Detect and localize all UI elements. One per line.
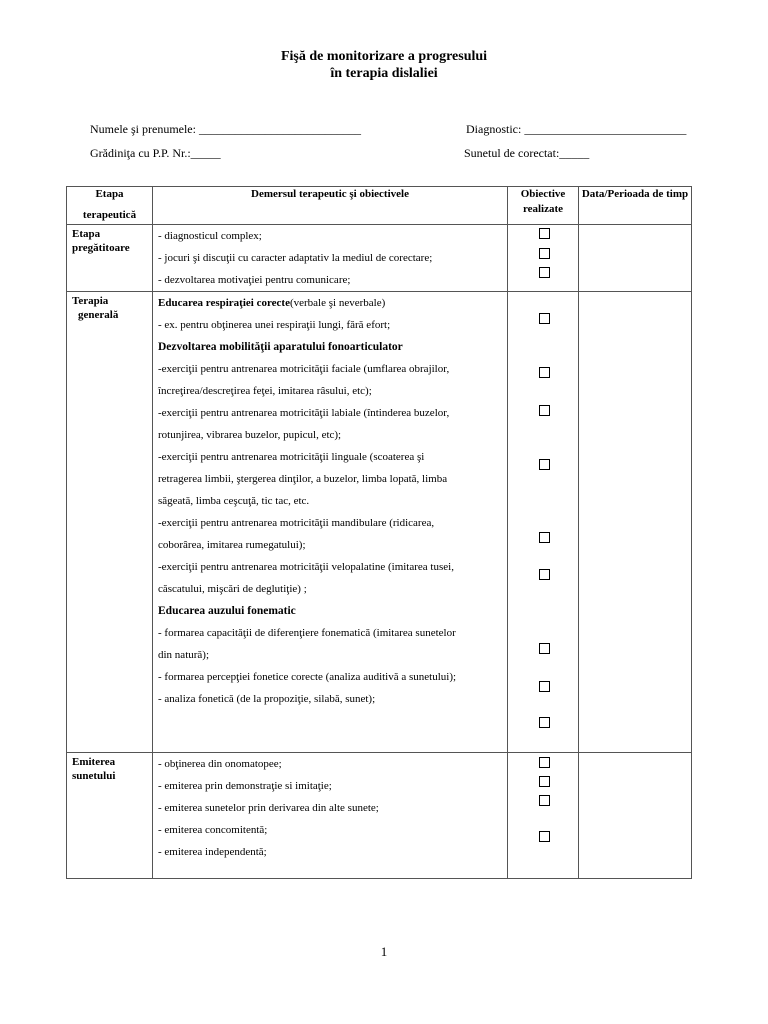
diagnostic-field: Diagnostic: ___________________________ (466, 122, 687, 136)
date-cell (579, 753, 692, 879)
list-item: retragerea limbii, ştergerea dinţilor, a buzelor, limba lopată, limba (158, 473, 448, 485)
table-header-row (67, 187, 692, 225)
section-note: (verbale şi neverbale) (289, 297, 386, 309)
header-approach: Demersul terapeutic şi obiectivele (153, 187, 508, 225)
stage-label-line2: sunetului (72, 770, 116, 782)
list-item: - emiterea sunetelor prin derivarea din alte sunete; (158, 802, 379, 814)
checkbox[interactable] (539, 459, 550, 470)
list-item: - emiterea prin demonstraţie si imitaţie; (158, 780, 332, 792)
date-cell (579, 225, 692, 292)
section-heading: Dezvoltarea mobilităţii aparatului fonoarticulator (158, 341, 403, 353)
title-line-2: în terapia dislaliei (330, 66, 438, 81)
list-item: - emiterea independentă; (158, 846, 267, 858)
header-stage-line2: terapeutică (82, 209, 137, 221)
header-stage (67, 187, 153, 225)
list-item: -exerciţii pentru antrenarea motricităţii linguale (scoaterea şi (158, 451, 425, 463)
list-item: - analiza fonetică (de la propoziţie, silabă, sunet); (158, 693, 376, 705)
checkbox-cell (508, 225, 579, 292)
list-item: - ex. pentru obţinerea unei respiraţii lungi, fără efort; (158, 319, 391, 331)
title-line-1: Fişă de monitorizare a progresului (280, 49, 488, 64)
checkbox[interactable] (539, 717, 550, 728)
list-item: - emiterea concomitentă; (158, 824, 268, 836)
checkbox-cell (508, 753, 579, 879)
table-row (67, 292, 692, 753)
name-field: Numele şi prenumele: ___________________________ (90, 122, 361, 136)
stage-label-line1: Emiterea (72, 756, 116, 768)
table-row (67, 753, 692, 879)
checkbox[interactable] (539, 313, 550, 324)
checkbox[interactable] (539, 569, 550, 580)
list-item: - formarea percepţiei fonetice corecte (analiza auditivă a sunetului); (158, 671, 457, 683)
checkbox[interactable] (539, 228, 550, 239)
checkbox[interactable] (539, 795, 550, 806)
objectives-cell (153, 292, 508, 753)
list-item: săgeată, limba ceşcuţă, tic tac, etc. (158, 495, 310, 507)
target-sound-field: Sunetul de corectat:_____ (464, 146, 590, 160)
objectives-cell (153, 753, 508, 879)
document-title (0, 48, 768, 82)
section-heading: Educarea respiraţiei corecte (158, 297, 290, 309)
list-item: - formarea capacităţii de diferenţiere fonematică (imitarea sunetelor (158, 627, 456, 639)
stage-cell (67, 292, 153, 753)
list-item: -exerciţii pentru antrenarea motricităţii velopalatine (imitarea tusei, (158, 561, 454, 573)
list-item: - jocuri şi discuţii cu caracter adaptativ la mediul de corectare; (158, 252, 433, 264)
list-item: căscatului, mişcări de deglutiţie) ; (158, 583, 307, 595)
stage-label-line2: generală (78, 309, 119, 321)
list-item: din natură); (158, 649, 210, 661)
list-item (158, 292, 507, 314)
list-item: - obţinerea din onomatopee; (158, 758, 282, 770)
checkbox[interactable] (539, 643, 550, 654)
checkbox[interactable] (539, 681, 550, 692)
objectives-cell (153, 225, 508, 292)
checkbox[interactable] (539, 367, 550, 378)
list-item: -exerciţii pentru antrenarea motricităţii labiale (întinderea buzelor, (158, 407, 450, 419)
list-item: - diagnosticul complex; (158, 230, 262, 242)
list-item: rotunjirea, vibrarea buzelor, pupicul, etc); (158, 429, 342, 441)
table-row (67, 225, 692, 292)
date-cell (579, 292, 692, 753)
list-item: -exerciţii pentru antrenarea motricităţii mandibulare (ridicarea, (158, 517, 435, 529)
checkbox[interactable] (539, 831, 550, 842)
list-item: -exerciţii pentru antrenarea motricităţii faciale (umflarea obrajilor, (158, 363, 450, 375)
header-objectives: Obiective realizate (508, 187, 579, 225)
checkbox[interactable] (539, 757, 550, 768)
list-item: - dezvoltarea motivaţiei pentru comunicare; (158, 274, 351, 286)
kindergarten-field: Grădiniţa cu P.P. Nr.:_____ (90, 146, 221, 160)
header-stage-line1: Etapa (95, 188, 124, 200)
checkbox[interactable] (539, 776, 550, 787)
checkbox[interactable] (539, 405, 550, 416)
stage-label-line2: pregătitoare (72, 242, 130, 254)
checkbox[interactable] (539, 248, 550, 259)
checkbox-cell (508, 292, 579, 753)
stage-label-line1: Terapia (72, 295, 109, 307)
stage-cell (67, 753, 153, 879)
stage-label-line1: Etapa (72, 228, 101, 240)
list-item: coborârea, imitarea rumegatului); (158, 539, 306, 551)
page-number: 1 (380, 944, 388, 959)
checkbox[interactable] (539, 532, 550, 543)
stage-cell (67, 225, 153, 292)
list-item: încreţirea/descreţirea feţei, imitarea râsului, etc); (158, 385, 372, 397)
checkbox[interactable] (539, 267, 550, 278)
monitoring-table (66, 186, 692, 879)
header-date: Data/Perioada de timp (579, 187, 692, 225)
section-heading: Educarea auzului fonematic (158, 605, 296, 617)
